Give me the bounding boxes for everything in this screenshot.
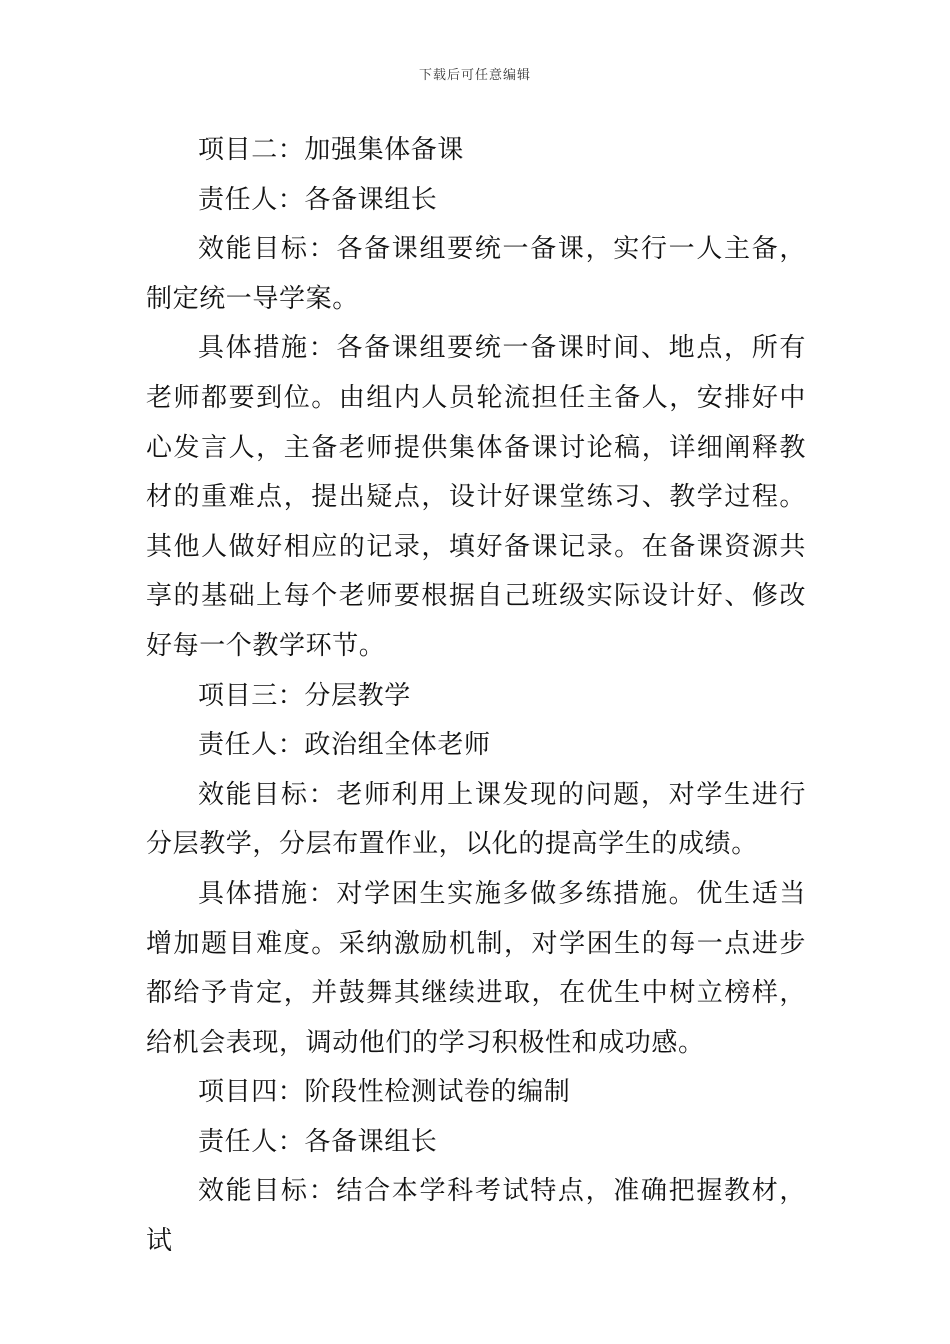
project-three-title: 项目三：分层教学 [198,680,411,711]
document-body [146,126,806,1267]
project-four-owner: 责任人：各备课组长 [198,1126,438,1157]
project-two-title: 项目二：加强集体备课 [198,135,465,165]
project-three-measures: 具体措施：对学困生实施多做多练措施。优生适当增加题目难度。采纳激励机制，对学困生的每一点进步都给予肯定，并鼓舞其继续进取，在优生中树立榜样，给机会表现，调动他们的学习积极性和成功感。 [146,878,806,1058]
project-three-goal: 效能目标：老师利用上课发现的问题，对学生进行分层教学，分层布置作业，以化的提高学生的成绩。 [146,779,806,860]
project-two-goal: 效能目标：各备课组要统一备课，实行一人主备，制定统一导学案。 [146,234,806,314]
project-four-goal: 效能目标：结合本学科考试特点，准确把握教材，试 [146,1176,806,1257]
project-three-owner: 责任人：政治组全体老师 [198,730,491,761]
project-two-owner: 责任人：各备课组长 [198,184,438,215]
page-header: 下载后可任意编辑 [418,68,531,83]
project-two-measures: 具体措施：各备课组要统一备课时间、地点，所有老师都要到位。由组内人员轮流担任主备人，安排好中心发言人，主备老师提供集体备课讨论稿，详细阐释教材的重难点，提出疑点，设计好课堂练习、教学过程。其他人做好相应的记录，填好备课记录。在备课资源共享的基础上每个老师要根据自己班级实际设计好、修改好每一个教学环节。 [146,333,806,661]
project-four-title: 项目四：阶段性检测试卷的编制 [198,1077,571,1108]
